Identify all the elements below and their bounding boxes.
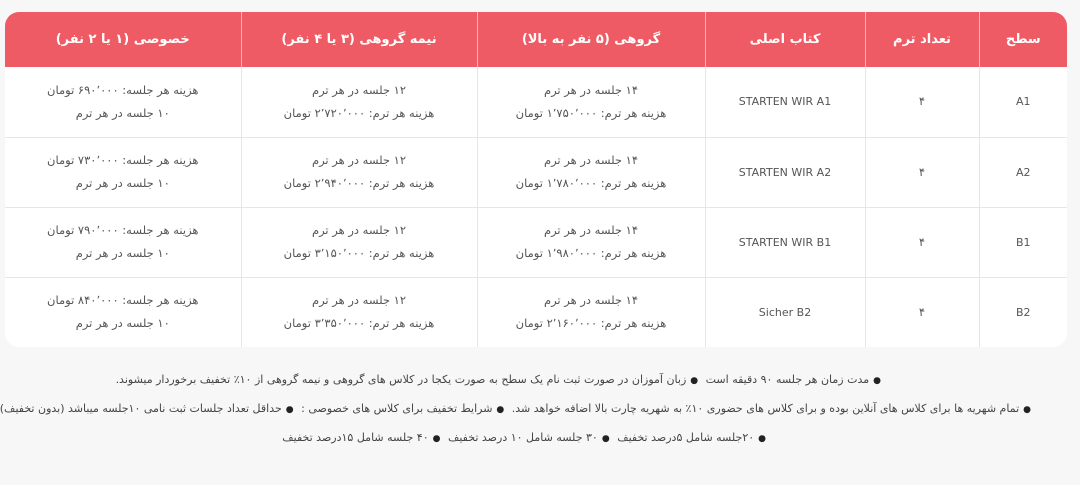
header-semi-group: نیمه گروهی (۳ یا ۴ نفر) (241, 12, 477, 67)
bullet-dot-icon: ● (496, 405, 505, 415)
header-private: خصوصی (۱ یا ۲ نفر) (55, 32, 190, 47)
bullet-dot-icon: ● (1023, 405, 1031, 415)
semi-price: هزینه هر ترم: ۲٬۷۲۰٬۰۰۰ تومان (283, 105, 435, 120)
note-discount-40: ۴۰ جلسه شامل ۱۵درصد تخفیف (282, 431, 429, 444)
bullet-dot-icon: ● (601, 434, 610, 444)
table-row (5, 207, 1067, 277)
pricing-table-card (5, 12, 1067, 347)
cell-semi-group (241, 207, 477, 277)
group-sessions: ۱۴ جلسه در هر ترم (543, 153, 639, 167)
bullet-dot-icon: ● (285, 405, 294, 415)
semi-price: هزینه هر ترم: ۲٬۹۴۰٬۰۰۰ تومان (283, 176, 435, 190)
note-session-duration: مدت زمان هر جلسه ۹۰ دقیقه است (705, 373, 870, 386)
note-line (40, 423, 1035, 452)
cell-terms: ۴ (865, 137, 979, 207)
note-online-tuition: تمام شهریه ها برای کلاس های آنلاین بوده و برای کلاس های حضوری ۱۰٪ به شهریه چارت بالا اضافه خواهد شد. (511, 402, 1020, 415)
semi-sessions: ۱۲ جلسه در هر ترم (311, 153, 407, 167)
group-sessions: ۱۴ جلسه در هر ترم (543, 82, 639, 97)
group-sessions: ۱۴ جلسه در هر ترم (543, 293, 639, 308)
cell-group (477, 207, 705, 277)
note-line (0, 394, 1035, 423)
notes-section (0, 365, 1035, 452)
cell-level: B2 (979, 277, 1067, 347)
cell-semi-group (241, 277, 477, 347)
private-sessions: ۱۰ جلسه در هر ترم (75, 316, 170, 331)
header-book: کتاب اصلی (705, 12, 865, 67)
semi-sessions: ۱۲ جلسه در هر ترم (311, 293, 407, 308)
note-discount-30: ۳۰ جلسه شامل ۱۰ درصد تخفیف (447, 431, 598, 444)
cell-private (5, 277, 241, 347)
group-price: هزینه هر ترم: ۱٬۷۸۰٬۰۰۰ تومان (515, 176, 667, 190)
cell-semi-group (241, 137, 477, 207)
private-sessions: ۱۰ جلسه در هر ترم (75, 176, 170, 190)
table-header-row (5, 12, 1067, 67)
cell-private (5, 207, 241, 277)
cell-level: B1 (979, 207, 1067, 277)
header-terms: تعداد ترم (865, 12, 979, 67)
cell-level: A1 (979, 67, 1067, 137)
private-price: هزینه هر جلسه: ۶۹۰٬۰۰۰ تومان (47, 82, 199, 97)
group-price: هزینه هر ترم: ۱٬۹۸۰٬۰۰۰ تومان (515, 246, 667, 260)
cell-semi-group (241, 67, 477, 137)
private-sessions: ۱۰ جلسه در هر ترم (75, 246, 170, 260)
cell-book: STARTEN WIR A1 (705, 67, 865, 137)
note-discount-20: ۲۰جلسه شامل ۵درصد تخفیف (617, 431, 755, 444)
note-min-sessions: حداقل تعداد جلسات ثبت نامی ۱۰جلسه میباشد (بدون تخفیف) (0, 402, 282, 415)
semi-price: هزینه هر ترم: ۳٬۱۵۰٬۰۰۰ تومان (283, 246, 435, 260)
note-private-discount-title: شرایط تخفیف برای کلاس های خصوصی : (301, 402, 493, 415)
header-group: گروهی (۵ نفر به بالا) (477, 12, 705, 67)
bullet-dot-icon: ● (873, 376, 881, 386)
cell-terms: ۴ (865, 67, 979, 137)
cell-group (477, 277, 705, 347)
cell-level: A2 (979, 137, 1067, 207)
cell-group (477, 67, 705, 137)
bullet-dot-icon: ● (758, 434, 766, 444)
note-line (40, 365, 1035, 394)
group-sessions: ۱۴ جلسه در هر ترم (543, 223, 639, 237)
cell-terms: ۴ (865, 277, 979, 347)
cell-private (5, 67, 241, 137)
cell-book: STARTEN WIR A2 (705, 137, 865, 207)
cell-group (477, 137, 705, 207)
semi-price: هزینه هر ترم: ۳٬۳۵۰٬۰۰۰ تومان (283, 316, 435, 331)
semi-sessions: ۱۲ جلسه در هر ترم (311, 82, 407, 97)
bullet-dot-icon: ● (690, 376, 699, 386)
private-price: هزینه هر جلسه: ۷۹۰٬۰۰۰ تومان (47, 223, 199, 237)
table-row (5, 277, 1067, 347)
private-price: هزینه هر جلسه: ۸۴۰٬۰۰۰ تومان (47, 293, 199, 308)
cell-private (5, 137, 241, 207)
cell-book: STARTEN WIR B1 (705, 207, 865, 277)
group-price: هزینه هر ترم: ۲٬۱۶۰٬۰۰۰ تومان (515, 316, 667, 331)
private-sessions: ۱۰ جلسه در هر ترم (75, 105, 170, 120)
private-price: هزینه هر جلسه: ۷۳۰٬۰۰۰ تومان (47, 153, 199, 167)
header-level: سطح (979, 12, 1067, 67)
note-level-discount: زبان آموزان در صورت ثبت نام یک سطح به صورت یکجا در کلاس های گروهی و نیمه گروهی از ۱۰٪ تخفیف برخوردار میشوند. (115, 373, 687, 386)
cell-terms: ۴ (865, 207, 979, 277)
cell-book: Sicher B2 (705, 277, 865, 347)
pricing-table (5, 12, 1067, 347)
table-row (5, 67, 1067, 137)
semi-sessions: ۱۲ جلسه در هر ترم (311, 223, 407, 237)
table-row (5, 137, 1067, 207)
group-price: هزینه هر ترم: ۱٬۷۵۰٬۰۰۰ تومان (515, 105, 667, 120)
bullet-dot-icon: ● (432, 434, 441, 444)
